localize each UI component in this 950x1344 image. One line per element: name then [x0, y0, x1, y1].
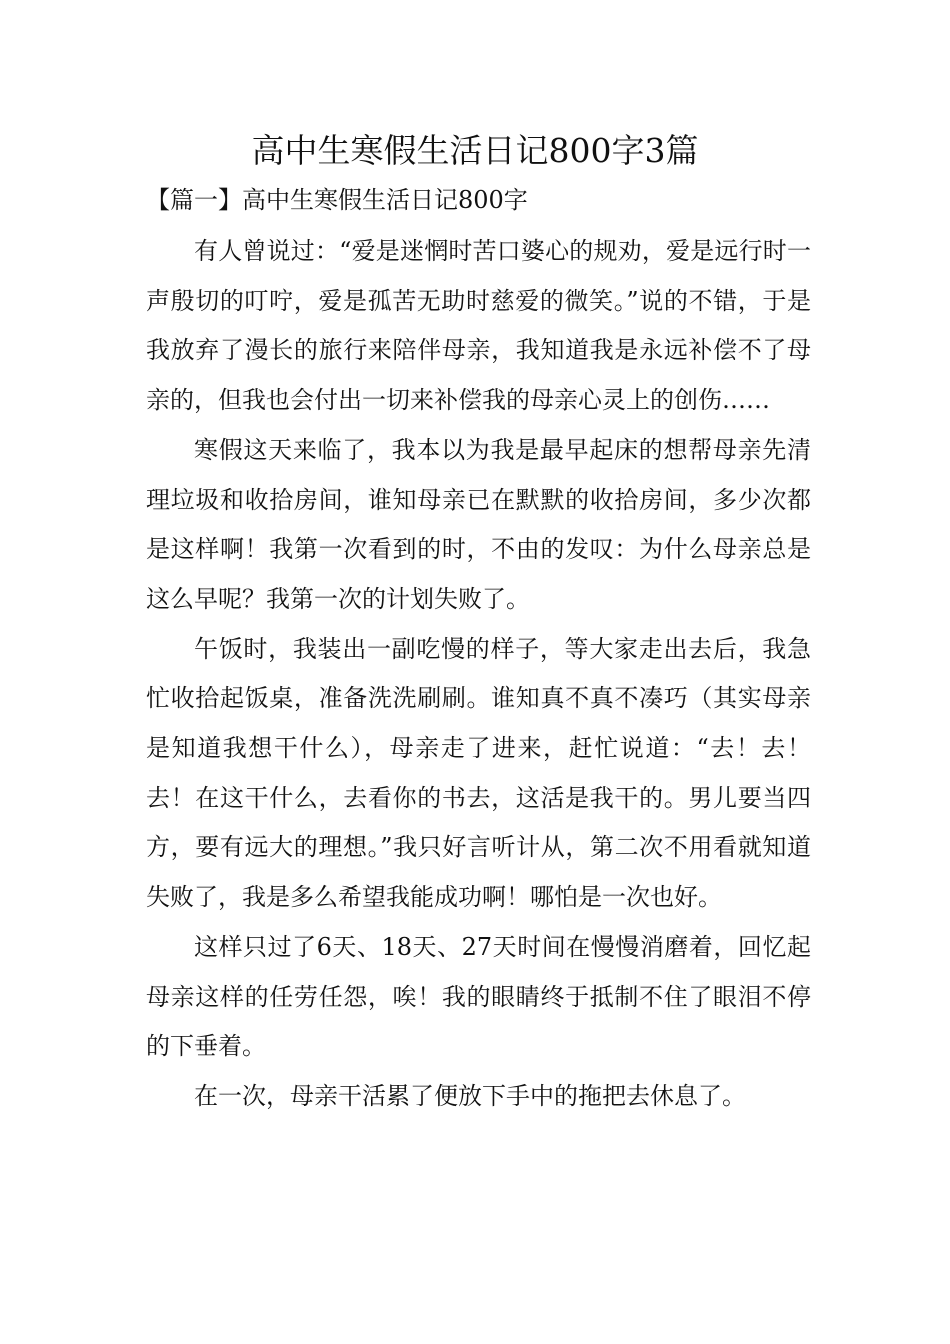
paragraph: 寒假这天来临了，我本以为我是最早起床的想帮母亲先清理垃圾和收拾房间，谁知母亲已在默默的收拾房间，多少次都是这样啊！我第一次看到的时，不由的发叹：为什么母亲总是这么早呢？我第一次的计划失败了。 — [146, 435, 811, 613]
paragraph: 在一次，母亲干活累了便放下手中的拖把去休息了。 — [194, 1081, 746, 1110]
section-heading: 【篇一】高中生寒假生活日记800字 — [146, 186, 528, 214]
paragraph: 午饭时，我装出一副吃慢的样子，等大家走出去后，我急忙收拾起饭桌，准备洗洗刷刷。谁知真不真不凑巧（其实母亲是知道我想干什么），母亲走了进来，赶忙说道：“去！去！去！在这干什么，去看你的书去，这活是我干的。男儿要当四方，要有远大的理想。”我只好言听计从，第二次不用看就知道失败了，我是多么希望我能成功啊！哪怕是一次也好。 — [146, 634, 811, 912]
document-title: 高中生寒假生活日记800字3篇 — [251, 131, 699, 170]
paragraph: 有人曾说过：“爱是迷惘时苦口婆心的规劝，爱是远行时一声殷切的叮咛，爱是孤苦无助时慈爱的微笑。”说的不错，于是我放弃了漫长的旅行来陪伴母亲，我知道我是永远补偿不了母亲的，但我也会付出一切来补偿我的母亲心灵上的创伤…… — [146, 237, 811, 415]
paragraph: 这样只过了6天、18天、27天时间在慢慢消磨着，回忆起母亲这样的任劳任怨，唉！我的眼睛终于抵制不住了眼泪不停的下垂着。 — [146, 932, 811, 1061]
document-body — [146, 227, 811, 1122]
